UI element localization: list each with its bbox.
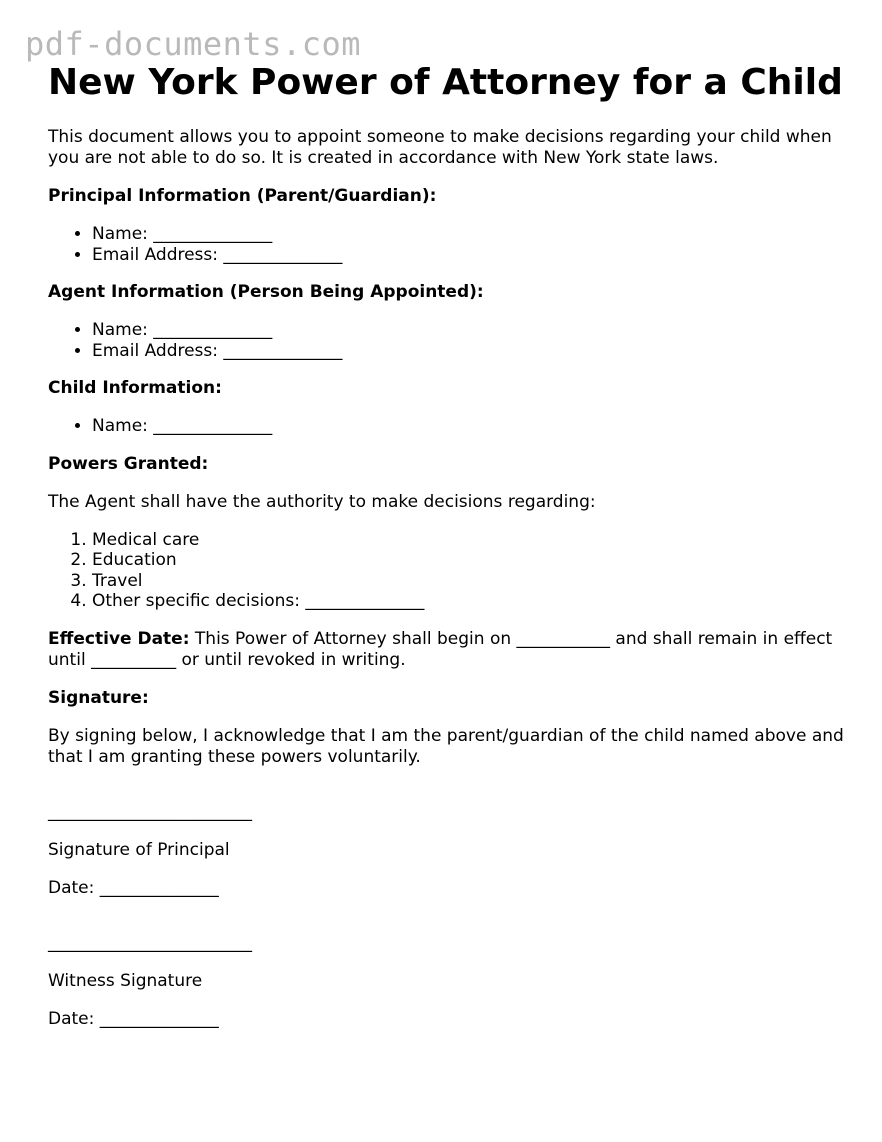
intro-paragraph: This document allows you to appoint someone to make decisions regarding your child when you are not able to do so. It is created in accordance with New York state laws. — [48, 127, 832, 168]
power-item: 2. Education — [92, 550, 848, 571]
effective-date-label: Effective Date: — [48, 628, 190, 649]
effective-date-paragraph — [48, 629, 848, 671]
powers-heading: Powers Granted: — [48, 453, 209, 474]
child-heading: Child Information: — [48, 378, 222, 398]
agent-email-field: • Email Address: ______________ — [92, 341, 848, 362]
child-list — [48, 416, 848, 437]
signature-text: By signing below, I acknowledge that I am the parent/guardian of the child named above and that I am granting these powers voluntarily. — [48, 725, 844, 767]
power-item: 4. Other specific decisions: ______________ — [92, 591, 848, 612]
child-name-field: • Name: ______________ — [92, 416, 848, 437]
principal-signature-line: ________________________ — [48, 801, 252, 822]
principal-signature-label: Signature of Principal — [48, 839, 230, 860]
watermark-text: pdf-documents.com — [25, 25, 362, 63]
power-item: 3. Travel — [92, 571, 848, 592]
document-page — [48, 62, 848, 1030]
principal-email-field: • Email Address: ______________ — [92, 245, 848, 266]
witness-date-field: Date: ______________ — [48, 1008, 219, 1029]
powers-list — [48, 530, 848, 612]
principal-name-field: • Name: ______________ — [92, 224, 848, 245]
effective-date-text: This Power of Attorney shall begin on ___________ and shall remain in effect until __________ or until revoked in writing. — [48, 628, 833, 670]
principal-list — [48, 224, 848, 265]
powers-text: The Agent shall have the authority to make decisions regarding: — [48, 491, 596, 512]
document-title: New York Power of Attorney for a Child — [48, 62, 843, 103]
principal-heading: Principal Information (Parent/Guardian): — [48, 186, 437, 206]
agent-list — [48, 320, 848, 361]
witness-signature-label: Witness Signature — [48, 970, 203, 991]
agent-heading: Agent Information (Person Being Appointed): — [48, 282, 484, 302]
agent-name-field: • Name: ______________ — [92, 320, 848, 341]
principal-date-field: Date: ______________ — [48, 877, 219, 898]
witness-signature-line: ________________________ — [48, 932, 252, 953]
signature-heading: Signature: — [48, 687, 149, 708]
power-item: 1. Medical care — [92, 530, 848, 551]
